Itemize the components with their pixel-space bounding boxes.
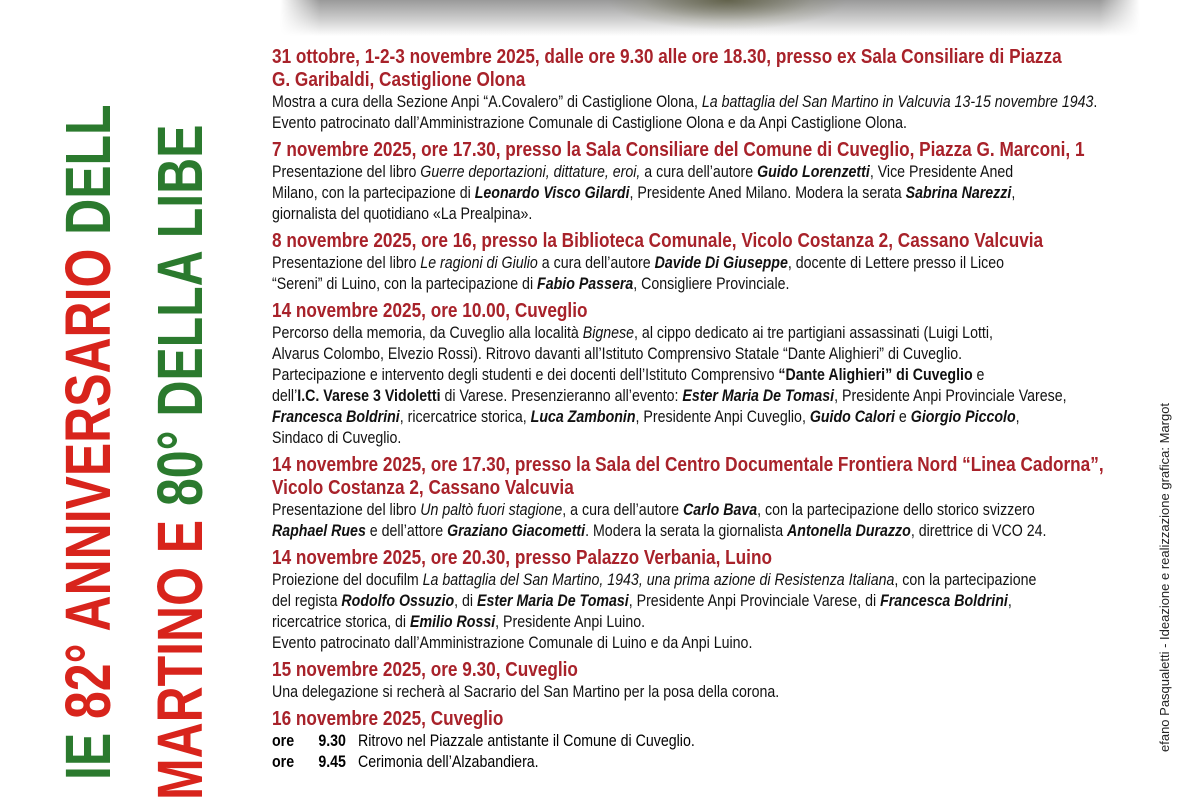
text-run: a cura dell’autore <box>640 163 758 181</box>
text-run: , Vice Presidente Aned <box>869 163 1014 181</box>
text-run: , <box>1007 592 1012 610</box>
event-item <box>272 46 1152 134</box>
title-segment: MARTINO E <box>144 506 216 800</box>
text-run: Percorso della memoria, da Cuveglio alla località <box>272 324 583 342</box>
title-segments <box>52 104 124 780</box>
event-description-line <box>272 612 1029 633</box>
title-segment: 82° ANNIVERSARIO <box>52 234 124 733</box>
text-run: Carlo Bava <box>682 501 758 519</box>
schedule-activity: Ritrovo nel Piazzale antistante il Comune di Cuveglio. <box>358 732 695 750</box>
text-run: a cura dell’autore <box>537 254 655 272</box>
event-description-line <box>272 253 1029 274</box>
text-run: e dell’attore <box>365 522 448 540</box>
text-run: “Sereni” di Luino, con la partecipazione di <box>272 275 538 293</box>
text-run: , Presidente Anpi Cuveglio, <box>635 408 810 426</box>
text-run: , con la partecipazione <box>894 571 1037 589</box>
text-run: Fabio Passera <box>537 275 634 293</box>
text-run: . Modera la serata la giornalista <box>585 522 788 540</box>
event-description-line <box>272 183 1029 204</box>
text-run: dell’ <box>272 387 298 405</box>
text-run: Ester Maria De Tomasi <box>477 592 629 610</box>
event-description-line <box>272 633 1029 654</box>
text-run: , ricercatrice storica, <box>399 408 531 426</box>
text-run: Un paltò fuori stagione <box>420 501 563 519</box>
event-description-line <box>272 113 1029 134</box>
text-run: Presentazione del libro <box>272 501 421 519</box>
schedule-ore-label: ore <box>272 732 295 750</box>
event-description-line <box>272 500 1035 521</box>
text-run: Davide Di Giuseppe <box>654 254 788 272</box>
event-heading: G. Garibaldi, Castiglione Olona <box>272 69 526 91</box>
header-photo-banner <box>280 0 1140 36</box>
text-run: , al cippo dedicato ai tre partigiani assassinati (Luigi Lotti, <box>634 324 993 342</box>
event-description-line <box>272 204 1029 225</box>
event-description-line <box>272 274 1029 295</box>
text-run: Alvarus Colombo, Elvezio Rossi). Ritrovo davanti all’Istituto Comprensivo Statale “Dante Alighieri” di Cuveglio. <box>272 345 963 363</box>
event-heading: 16 novembre 2025, Cuveglio <box>272 708 504 730</box>
event-description-line <box>272 162 1029 183</box>
event-item <box>272 454 1152 542</box>
text-run: , Presidente Anpi Luino. <box>495 613 646 631</box>
text-run: Antonella Durazzo <box>787 522 911 540</box>
event-item <box>272 547 1152 654</box>
event-heading: 31 ottobre, 1-2-3 novembre 2025, dalle ore 9.30 alle ore 18.30, presso ex Sala Consiliare di Piazza <box>272 46 1062 68</box>
text-run: e <box>972 366 985 384</box>
text-run: Francesca Boldrini <box>272 408 400 426</box>
event-heading: 14 novembre 2025, ore 10.00, Cuveglio <box>272 300 588 322</box>
text-run: Partecipazione e intervento degli studenti e dei docenti dell’Istituto Comprensivo <box>272 366 779 384</box>
events-list <box>272 46 1152 778</box>
text-run: Rodolfo Ossuzio <box>341 592 455 610</box>
text-run: Una delegazione si recherà al Sacrario del San Martino per la posa della corona. <box>272 683 780 701</box>
text-run: La battaglia del San Martino, 1943, una prima azione di Resistenza Italiana <box>422 571 895 589</box>
text-run: Le ragioni di Giulio <box>420 254 538 272</box>
event-description-line <box>272 428 1029 449</box>
text-run: Evento patrocinato dall’Amministrazione Comunale di Luino e da Anpi Luino. <box>272 634 753 652</box>
text-run: Bignese <box>582 324 635 342</box>
text-run: I.C. Varese 3 Vidoletti <box>297 387 441 405</box>
text-run: Ester Maria De Tomasi <box>682 387 835 405</box>
schedule-ore-label: ore <box>272 753 295 771</box>
text-run: , Presidente Aned Milano. Modera la serata <box>629 184 906 202</box>
text-run: Luca Zambonin <box>530 408 636 426</box>
event-description-line <box>272 365 1029 386</box>
event-item <box>272 659 1152 703</box>
text-run: . <box>1093 93 1098 111</box>
schedule-row <box>272 752 1029 773</box>
text-run: Presentazione del libro <box>272 254 421 272</box>
event-heading: 14 novembre 2025, ore 17.30, presso la Sala del Centro Documentale Frontiera Nord “Linea Cadorna”, <box>272 454 1104 476</box>
event-heading: 14 novembre 2025, ore 20.30, presso Palazzo Verbania, Luino <box>272 547 772 569</box>
title-segment: DELL <box>52 104 124 235</box>
text-run: La battaglia del San Martino in Valcuvia 13-15 novembre 1943 <box>701 93 1094 111</box>
event-item <box>272 230 1152 295</box>
schedule-time: 9.30 <box>318 732 346 750</box>
event-heading: 15 novembre 2025, ore 9.30, Cuveglio <box>272 659 578 681</box>
event-heading: 8 novembre 2025, ore 16, presso la Biblioteca Comunale, Vicolo Costanza 2, Cassano Valcuvia <box>272 230 1044 252</box>
event-heading: Vicolo Costanza 2, Cassano Valcuvia <box>272 477 574 499</box>
event-description-line <box>272 521 1047 542</box>
text-run: , a cura dell’autore <box>562 501 683 519</box>
text-run: giornalista del quotidiano «La Prealpina». <box>272 205 533 223</box>
text-run: e <box>894 408 911 426</box>
text-run: Emilio Rossi <box>410 613 496 631</box>
title-segment: IE <box>52 732 124 780</box>
text-run: di Varese. Presenzieranno all’evento: <box>440 387 683 405</box>
event-description-line <box>272 323 1029 344</box>
vertical-title-line-2 <box>144 0 216 800</box>
text-run: del regista <box>272 592 342 610</box>
vertical-title-line-1 <box>52 0 124 780</box>
schedule-time: 9.45 <box>318 753 346 771</box>
event-description-line <box>272 682 1029 703</box>
event-description-line <box>272 92 1098 113</box>
text-run: Guerre deportazioni, dittature, eroi, <box>420 163 641 181</box>
text-run: Mostra a cura della Sezione Anpi “A.Covalero” di Castiglione Olona, <box>272 93 702 111</box>
text-run: Sabrina Narezzi <box>905 184 1012 202</box>
text-run: ricercatrice storica, di <box>272 613 411 631</box>
graphic-credit: efano Pasqualetti - Ideazione e realizzazione grafica: Margot <box>1157 402 1172 752</box>
text-run: Presentazione del libro <box>272 163 421 181</box>
schedule-activity: Cerimonia dell’Alzabandiera. <box>358 753 539 771</box>
event-heading: 7 novembre 2025, ore 17.30, presso la Sala Consiliare del Comune di Cuveglio, Piazza G. Marconi, 1 <box>272 139 1085 161</box>
event-item <box>272 300 1152 449</box>
text-run: Proiezione del docufilm <box>272 571 423 589</box>
event-description-line <box>272 570 1037 591</box>
event-item <box>272 708 1152 773</box>
text-run: “Dante Alighieri” di Cuveglio <box>778 366 973 384</box>
text-run: , direttrice di VCO 24. <box>910 522 1047 540</box>
text-run: , <box>1011 184 1016 202</box>
text-run: , Presidente Anpi Provinciale Varese, di <box>628 592 881 610</box>
title-segment: 80° DELLA LIBE <box>144 124 216 507</box>
text-run: Guido Lorenzetti <box>757 163 870 181</box>
text-run: Francesca Boldrini <box>880 592 1008 610</box>
text-run: Leonardo Visco Gilardi <box>474 184 630 202</box>
event-description-line <box>272 591 1029 612</box>
text-run: , Presidente Anpi Provinciale Varese, <box>834 387 1067 405</box>
text-run: , docente di Lettere presso il Liceo <box>787 254 1004 272</box>
schedule-row <box>272 731 1029 752</box>
text-run: Raphael Rues <box>272 522 366 540</box>
event-description-line <box>272 386 1067 407</box>
text-run: , Consigliere Provinciale. <box>633 275 790 293</box>
event-item <box>272 139 1152 225</box>
text-run: Giorgio Piccolo <box>910 408 1016 426</box>
event-description-line <box>272 344 1029 365</box>
text-run: Graziano Giacometti <box>447 522 586 540</box>
text-run: , con la partecipazione dello storico svizzero <box>757 501 1035 519</box>
text-run: Milano, con la partecipazione di <box>272 184 475 202</box>
text-run: Sindaco di Cuveglio. <box>272 429 402 447</box>
title-segments <box>144 124 216 800</box>
text-run: Guido Calori <box>809 408 895 426</box>
text-run: , <box>1015 408 1020 426</box>
event-description-line <box>272 407 1029 428</box>
text-run: Evento patrocinato dall’Amministrazione Comunale di Castiglione Olona e da Anpi Castiglione Olona. <box>272 114 907 132</box>
text-run: , di <box>454 592 478 610</box>
